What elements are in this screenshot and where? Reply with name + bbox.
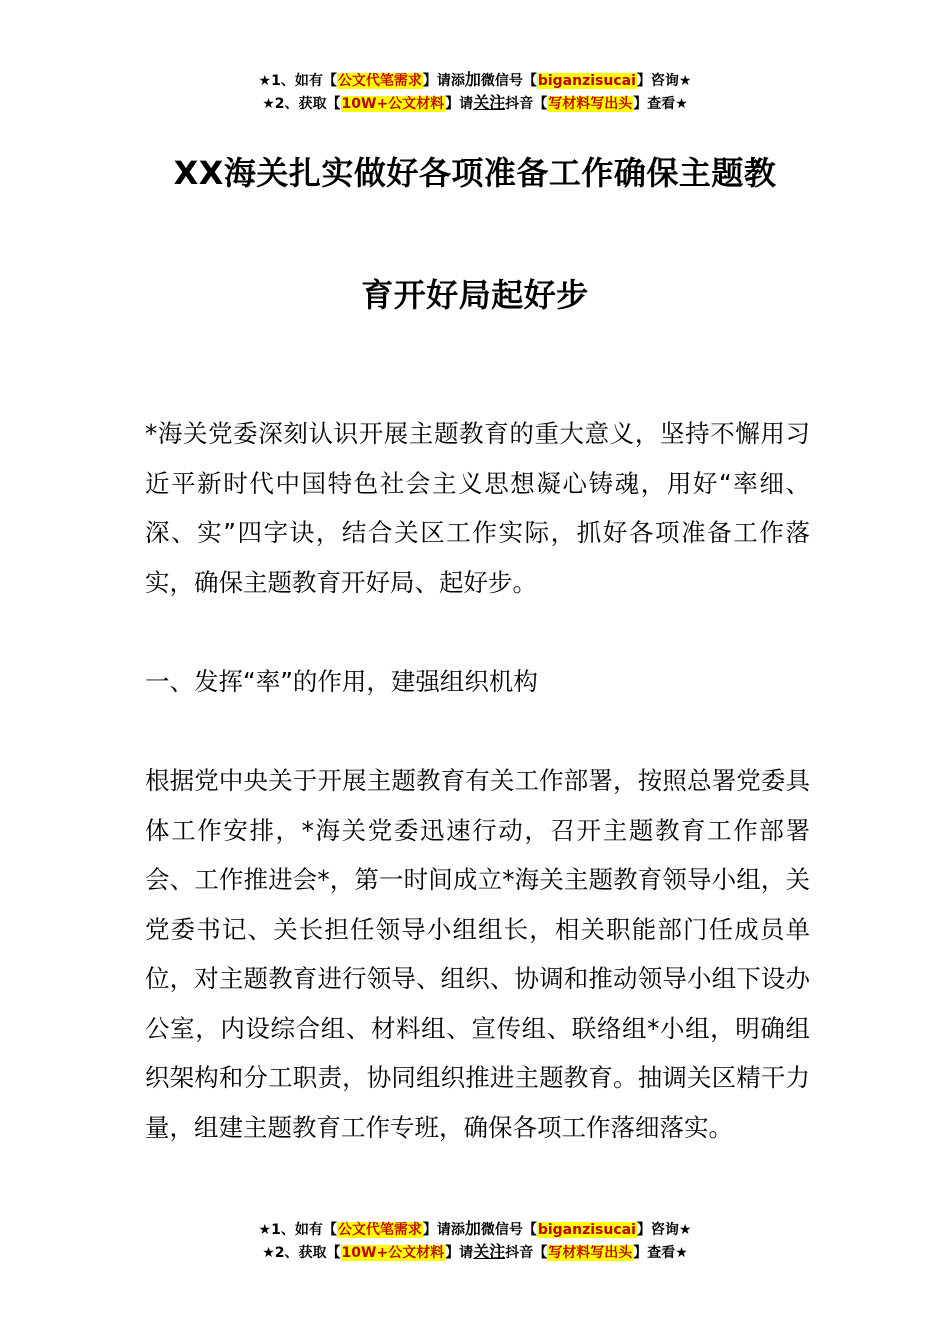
highlight-wechat-id: biganzisucai [537,1222,636,1238]
document-title-line-1: XX海关扎实做好各项准备工作确保主题教 [173,154,777,192]
highlight-ghostwriting: 公文代笔需求 [337,1222,422,1238]
document-title-line-2: 育开好局起好步 [361,276,589,314]
highlight-ghostwriting: 公文代笔需求 [337,73,422,89]
highlight-douyin: 写材料写出头 [548,1245,633,1261]
header-banner [0,69,950,115]
banner-line-1: ★1、如有【公文代笔需求】请添加微信号【biganzisucai】咨询★ [258,1219,692,1238]
footer-banner [0,1218,950,1264]
highlight-douyin: 写材料写出头 [548,96,633,112]
section-1-paragraph: 根据党中央关于开展主题教育有关工作部署，按照总署党委具体工作安排，*海关党委迅速行动，召开主题教育工作部署会、工作推进会*，第一时间成立*海关主题教育领导小组，关党委书记、关长担任领导小组组长，相关职能部门任成员单位，对主题教育进行领导、组织、协调和推动领导小组下设办公室，内设综合组、材料组、宣传组、联络组*小组，明确组织架构和分工职责，协同组织推进主题教育。抽调关区精干力量，组建主题教育工作专班，确保各项工作落细落实。 [145,766,810,1142]
banner-line-2: ★2、获取【10W+公文材料】请关注抖音【写材料写出头】查看★ [262,93,688,112]
banner-line-1: ★1、如有【公文代笔需求】请添加微信号【biganzisucai】咨询★ [258,70,692,89]
banner-line-2: ★2、获取【10W+公文材料】请关注抖音【写材料写出头】查看★ [262,1242,688,1261]
intro-paragraph: *海关党委深刻认识开展主题教育的重大意义，坚持不懈用习近平新时代中国特色社会主义思想凝心铸魂，用好“率细、深、实”四字诀，结合关区工作实际，抓好各项准备工作落实，确保主题教育开好局、起好步。 [145,419,810,597]
highlight-wechat-id: biganzisucai [537,73,636,89]
highlight-materials: 10W+公文材料 [341,1245,445,1261]
section-heading-1: 一、发挥“率”的作用，建强组织机构 [145,667,538,696]
highlight-materials: 10W+公文材料 [341,96,445,112]
